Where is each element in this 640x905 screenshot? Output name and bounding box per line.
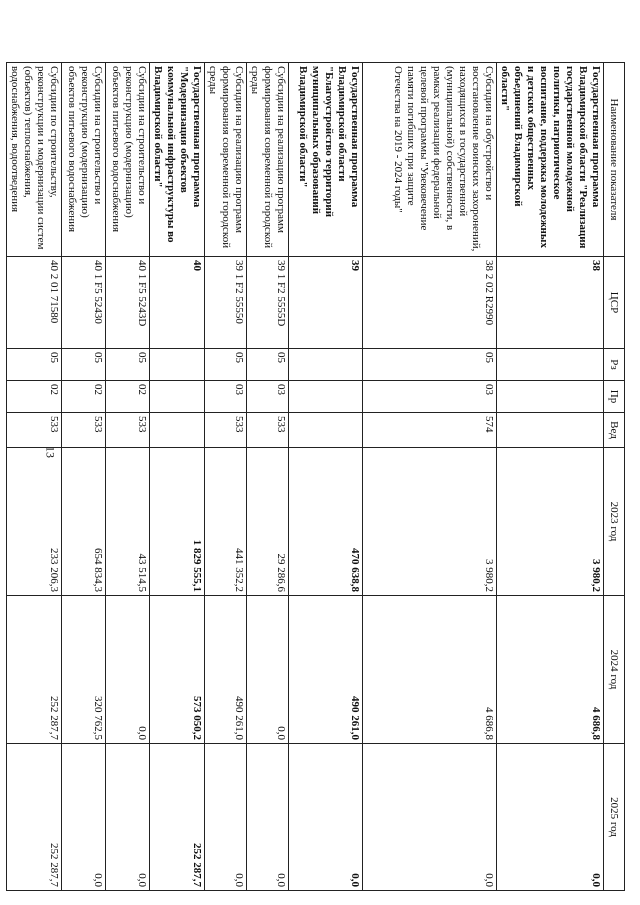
col-header-rz: Рз [604, 349, 625, 381]
cell-y2023: 3 980,2 [363, 448, 497, 596]
rotated-table-region [9, 62, 625, 890]
table-row [205, 63, 247, 891]
cell-rz [289, 349, 363, 381]
cell-name: Субсидии на реализацию программ формирования современной городской среды [247, 63, 289, 257]
cell-csr: 40 2 01 71580 [7, 257, 62, 349]
cell-y2024: 490 261,0 [289, 596, 363, 744]
cell-y2023: 441 352,2 [205, 448, 247, 596]
col-header-pr: Пр [604, 381, 625, 413]
cell-name: Субсидии по строительству, реконструкции и модернизации систем (объектов) теплоснабжения, водоснабжения, водоотведения [7, 63, 62, 257]
cell-ved: 533 [62, 413, 106, 448]
cell-ved [289, 413, 363, 448]
cell-y2024: 0,0 [106, 596, 150, 744]
cell-ved: 533 [106, 413, 150, 448]
cell-ved [497, 413, 604, 448]
cell-y2024: 0,0 [247, 596, 289, 744]
cell-name: Государственная программа Владимирской области "Реализация государственной молодежной политики, патриотическое воспитание, поддержка молодежных и детских общественных объединений Владимирской области" [497, 63, 604, 257]
cell-y2024: 252 287,7 [7, 596, 62, 744]
col-header-2025: 2025 год [604, 744, 625, 891]
cell-csr: 38 2 02 R2990 [363, 257, 497, 349]
cell-y2025: 0,0 [497, 744, 604, 891]
cell-y2024: 320 762,5 [62, 596, 106, 744]
cell-rz: 05 [62, 349, 106, 381]
cell-rz: 05 [247, 349, 289, 381]
cell-csr: 39 [289, 257, 363, 349]
cell-rz [150, 349, 205, 381]
col-header-2023: 2023 год [604, 448, 625, 596]
table-row [363, 63, 497, 891]
cell-name: Субсидии на строительство и реконструкцию (модернизацию) объектов питьевого водоснабжения [106, 63, 150, 257]
budget-table [6, 62, 625, 891]
cell-y2023: 1 829 555,1 [150, 448, 205, 596]
cell-pr: 03 [247, 381, 289, 413]
cell-pr: 03 [363, 381, 497, 413]
table-row [150, 63, 205, 891]
cell-rz: 05 [106, 349, 150, 381]
page-number: 13 [43, 446, 58, 458]
cell-csr: 38 [497, 257, 604, 349]
cell-pr: 02 [7, 381, 62, 413]
cell-ved [150, 413, 205, 448]
cell-pr [497, 381, 604, 413]
cell-pr: 02 [62, 381, 106, 413]
cell-ved: 533 [7, 413, 62, 448]
cell-rz [497, 349, 604, 381]
table-row [62, 63, 106, 891]
cell-y2025: 0,0 [247, 744, 289, 891]
cell-y2025: 252 287,7 [150, 744, 205, 891]
cell-y2025: 0,0 [289, 744, 363, 891]
cell-rz: 05 [205, 349, 247, 381]
cell-ved: 533 [247, 413, 289, 448]
table-row [7, 63, 62, 891]
cell-csr: 39 1 F2 55550 [205, 257, 247, 349]
cell-y2024: 573 050,2 [150, 596, 205, 744]
cell-pr [289, 381, 363, 413]
table-header-row [604, 63, 625, 891]
cell-ved: 533 [205, 413, 247, 448]
table-row [497, 63, 604, 891]
cell-y2025: 0,0 [363, 744, 497, 891]
cell-name: Государственная программа Владимирской области "Благоустройство территорий муниципальных образований Владимирской области" [289, 63, 363, 257]
cell-pr: 03 [205, 381, 247, 413]
cell-pr [150, 381, 205, 413]
cell-name: Государственная программа "Модернизация объектов коммунальной инфраструктуры во Владимирской области" [150, 63, 205, 257]
cell-pr: 02 [106, 381, 150, 413]
cell-rz: 05 [7, 349, 62, 381]
col-header-name: Наименование показателя [604, 63, 625, 257]
cell-y2023: 470 638,8 [289, 448, 363, 596]
cell-y2024: 4 686,8 [363, 596, 497, 744]
cell-csr: 40 1 F5 52430 [62, 257, 106, 349]
table-row [106, 63, 150, 891]
cell-name: Субсидии на обустройство и восстановление воинских захоронений, находящихся в государственной (муниципальной) собственности, в рамках реализации федеральной целевой программы "Увековечение памяти погибших при защите Отечества на 2019 - 2024 годы" [363, 63, 497, 257]
cell-y2025: 0,0 [205, 744, 247, 891]
cell-name: Субсидии на строительство и реконструкцию (модернизацию) объектов питьевого водоснабжения [62, 63, 106, 257]
table-row [247, 63, 289, 891]
cell-csr: 40 [150, 257, 205, 349]
cell-ved: 574 [363, 413, 497, 448]
col-header-ved: Вед [604, 413, 625, 448]
cell-csr: 40 1 F5 5243D [106, 257, 150, 349]
cell-rz: 05 [363, 349, 497, 381]
cell-csr: 39 1 F2 5555D [247, 257, 289, 349]
table-row [289, 63, 363, 891]
cell-y2023: 29 286,6 [247, 448, 289, 596]
cell-y2024: 4 686,8 [497, 596, 604, 744]
col-header-csr: ЦСР [604, 257, 625, 349]
cell-y2023: 43 514,5 [106, 448, 150, 596]
cell-y2025: 0,0 [62, 744, 106, 891]
cell-y2023: 233 206,3 [7, 448, 62, 596]
cell-y2023: 3 980,2 [497, 448, 604, 596]
cell-y2024: 490 261,0 [205, 596, 247, 744]
cell-y2023: 654 834,3 [62, 448, 106, 596]
cell-y2025: 252 287,7 [7, 744, 62, 891]
cell-name: Субсидии на реализацию программ формирования современной городской среды [205, 63, 247, 257]
cell-y2025: 0,0 [106, 744, 150, 891]
col-header-2024: 2024 год [604, 596, 625, 744]
